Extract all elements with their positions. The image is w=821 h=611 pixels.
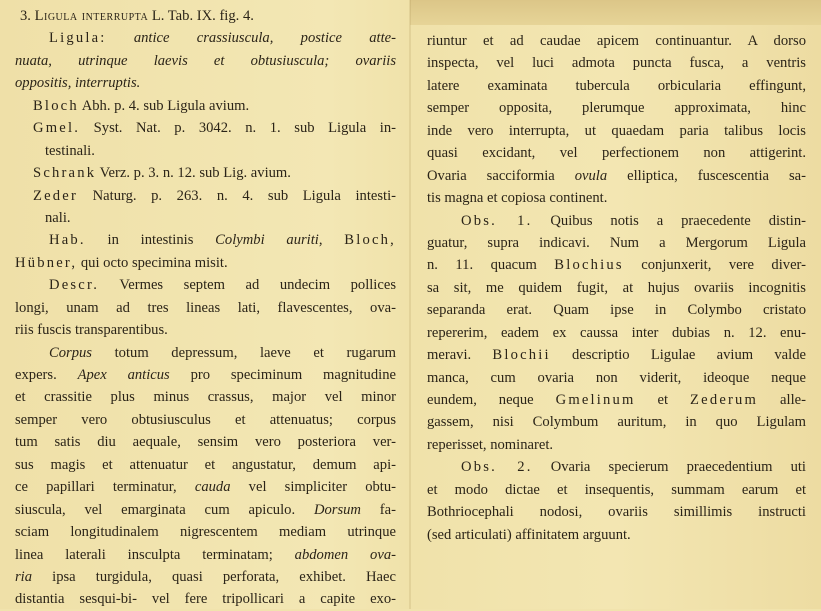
text-run: testinali.: [45, 142, 95, 159]
text-line: [15, 364, 396, 386]
italic-text: Dorsum: [313, 501, 361, 518]
italic-text: Colymbi auriti: [215, 232, 319, 249]
text-line: [15, 342, 396, 364]
text-line: [15, 95, 396, 117]
text-line: [15, 588, 396, 610]
text-run: semper vero obtusiusculus et attenuatus; corpus: [15, 411, 396, 428]
text-run: conjunxerit, vere diver-: [623, 257, 806, 274]
text-run: nali.: [45, 209, 71, 226]
text-run: sa sit, me quidem fugit, at hujus ovariis incognitis: [427, 279, 806, 296]
text-run: separanda erat. Quam ipse in Colymbo cristato: [427, 302, 806, 319]
spaced-text: Obs. 1.: [461, 212, 533, 229]
text-line: [427, 75, 806, 97]
text-line: [15, 72, 396, 94]
text-run: eundem, neque: [427, 392, 556, 408]
text-run: inspecta, vel luci admota puncta fusca, a ventris: [427, 55, 806, 72]
text-run: (sed articulati) affinitatem arguunt.: [427, 526, 631, 543]
text-line: [15, 499, 396, 521]
text-run: qui octo specimina misit.: [77, 254, 228, 271]
text-line: [15, 162, 396, 184]
text-line: [427, 367, 806, 389]
text-run: Syst. Nat. p. 3042. n. 1. sub Ligula in-: [80, 120, 396, 137]
text-run: tis magna et copiosa continent.: [427, 190, 608, 207]
text-line: [427, 210, 806, 232]
text-line: [427, 187, 806, 209]
text-run: distantia sesqui-bi- vel fere tripollicari a capite exo-: [15, 591, 396, 608]
text-line: [427, 52, 806, 74]
italic-text: Apex anticus: [77, 367, 170, 383]
italic-text: ovula: [574, 167, 608, 184]
spaced-text: Obs. 2.: [461, 459, 533, 476]
text-run: linea laterali insculpta terminatam;: [15, 546, 295, 563]
italic-text: oppositis, interruptis.: [15, 75, 141, 92]
text-run: n. 11. quacum: [427, 257, 555, 274]
text-line: [15, 476, 396, 498]
spaced-text: Zederum: [690, 392, 759, 408]
page-top-shadow: [410, 0, 821, 25]
text-line: [15, 27, 396, 49]
text-line: [427, 120, 806, 142]
left-column: [15, 5, 396, 611]
text-line: [427, 524, 806, 546]
text-run: et: [635, 392, 691, 408]
spaced-text: Ligula:: [49, 30, 107, 47]
text-line: [427, 411, 806, 433]
text-line: [15, 117, 396, 139]
text-line: [427, 434, 806, 456]
text-line: [427, 30, 806, 52]
text-run: in intestinis: [85, 232, 216, 249]
text-run: ,: [318, 232, 345, 249]
spaced-text: Schrank: [33, 165, 97, 182]
text-run: meravi.: [427, 347, 493, 364]
text-line: [427, 501, 806, 523]
text-line: [15, 274, 396, 296]
text-line: [15, 409, 396, 431]
text-line: [427, 389, 806, 411]
spaced-text: Bloch: [33, 97, 79, 114]
text-run: siuscula, vel emarginata cum apiculo.: [15, 501, 314, 518]
text-line: [15, 431, 396, 453]
text-run: Naturg. p. 263. n. 4. sub Ligula intesti-: [78, 187, 396, 204]
text-line: [427, 322, 806, 344]
text-line: [15, 297, 396, 319]
text-run: reperisset, nominaret.: [427, 436, 554, 453]
text-run: Quibus notis a praecedente distin-: [532, 212, 806, 229]
spaced-text: Ligula interrupta: [34, 8, 149, 24]
text-run: riis fuscis transparentibus.: [15, 322, 168, 339]
italic-text: nuata, utrinque laevis et obtusiuscula; ovariis: [15, 52, 396, 69]
text-line: [15, 185, 396, 207]
text-line: [15, 50, 396, 72]
text-line: [15, 521, 396, 543]
text-line: [15, 252, 396, 274]
text-run: latere examinata tubercula orbicularia effingunt,: [427, 77, 806, 94]
text-run: L. Tab. IX. fig. 4.: [148, 8, 254, 24]
text-run: riuntur et ad caudae apicem continuantur. A dorso: [427, 33, 806, 49]
text-run: totum depressum, laeve et rugarum: [91, 344, 396, 361]
text-line: [427, 299, 806, 321]
column-gutter: [409, 0, 411, 609]
text-line: [15, 319, 396, 341]
text-line: [427, 344, 806, 366]
italic-text: ria: [15, 568, 33, 585]
text-line: [15, 140, 396, 162]
text-line: [427, 142, 806, 164]
text-run: guatur, supra indicavi. Num a Mergorum Ligula: [427, 234, 806, 251]
text-run: tum satis diu aequale, sensim vero posteriora ver-: [15, 434, 396, 451]
text-line: [427, 277, 806, 299]
text-line: [427, 479, 806, 501]
spaced-text: Gmelinum: [555, 392, 636, 408]
text-run: Ovaria sacciformia: [427, 167, 575, 184]
text-run: Bothriocephali nodosi, ovariis simillimis instructi: [427, 504, 806, 521]
text-run: alle-: [758, 392, 806, 408]
spaced-text: Descr.: [49, 277, 100, 294]
text-run: repererim, eadem ex caussa inter dubias n. 12. enu-: [427, 324, 806, 341]
text-run: inde vero interrupta, ut quaedam paria talibus locis: [427, 122, 806, 139]
text-run: 3.: [20, 8, 35, 24]
text-run: expers.: [15, 367, 78, 383]
text-run: vel simpliciter obtu-: [230, 479, 397, 496]
text-run: et crassitie plus minus crassus, major vel minor: [15, 389, 396, 406]
spaced-text: Hab.: [49, 232, 86, 249]
text-line: [15, 5, 396, 27]
spaced-text: Zeder: [33, 187, 79, 204]
text-run: Verz. p. 3. n. 12. sub Lig. avium.: [96, 165, 291, 182]
spaced-text: Hübner,: [15, 254, 78, 271]
text-line: [427, 97, 806, 119]
text-line: [15, 386, 396, 408]
italic-text: cauda: [194, 479, 231, 496]
text-line: [15, 544, 396, 566]
text-run: Abh. p. 4. sub Ligula avium.: [78, 97, 250, 114]
spaced-text: Blochius: [554, 257, 624, 274]
italic-text: antice crassiuscula, postice atte-: [106, 30, 396, 47]
spaced-text: Bloch,: [344, 232, 397, 249]
text-run: ce papillari terminatur,: [15, 479, 195, 496]
italic-text: abdomen ova-: [294, 546, 396, 563]
text-run: semper opposita, plerumque approximata, hinc: [427, 100, 806, 117]
text-run: et modo dictae et insequentis, summam earum et: [427, 481, 806, 498]
text-line: [15, 566, 396, 588]
text-line: [15, 454, 396, 476]
text-line: [427, 254, 806, 276]
text-line: [427, 232, 806, 254]
text-line: [427, 456, 806, 478]
text-run: ipsa turgidula, quasi perforata, exhibet. Haec: [32, 568, 396, 585]
text-run: sciam longitudinalem nigrescentem mediam utrinque: [15, 524, 396, 541]
text-run: longi, unam ad tres lineas lati, flavescentes, ova-: [15, 299, 396, 316]
text-run: Ovaria specierum praecedentium uti: [532, 459, 806, 476]
text-run: manca, cum ovaria non viderit, ideoque neque: [427, 369, 806, 386]
text-run: sus magis et attenuatur et angustatur, demum api-: [15, 456, 396, 473]
spaced-text: Gmel.: [33, 120, 81, 137]
text-run: quasi excidant, vel perfectionem non attigerint.: [427, 145, 806, 162]
spaced-text: Blochii: [492, 347, 551, 364]
text-run: fa-: [360, 501, 396, 518]
right-column: [427, 30, 806, 546]
text-run: pro speciminum magnitudine: [169, 367, 396, 383]
text-run: Vermes septem ad undecim pollices: [99, 277, 396, 294]
text-line: [15, 229, 396, 251]
italic-text: Corpus: [49, 344, 92, 361]
text-line: [15, 207, 396, 229]
text-run: gassem, nisi Colymbum auritum, in quo Ligulam: [427, 414, 806, 431]
text-run: descriptio Ligulae avium valde: [550, 347, 806, 364]
text-line: [427, 165, 806, 187]
text-run: elliptica, fuscescentia sa-: [607, 167, 806, 184]
